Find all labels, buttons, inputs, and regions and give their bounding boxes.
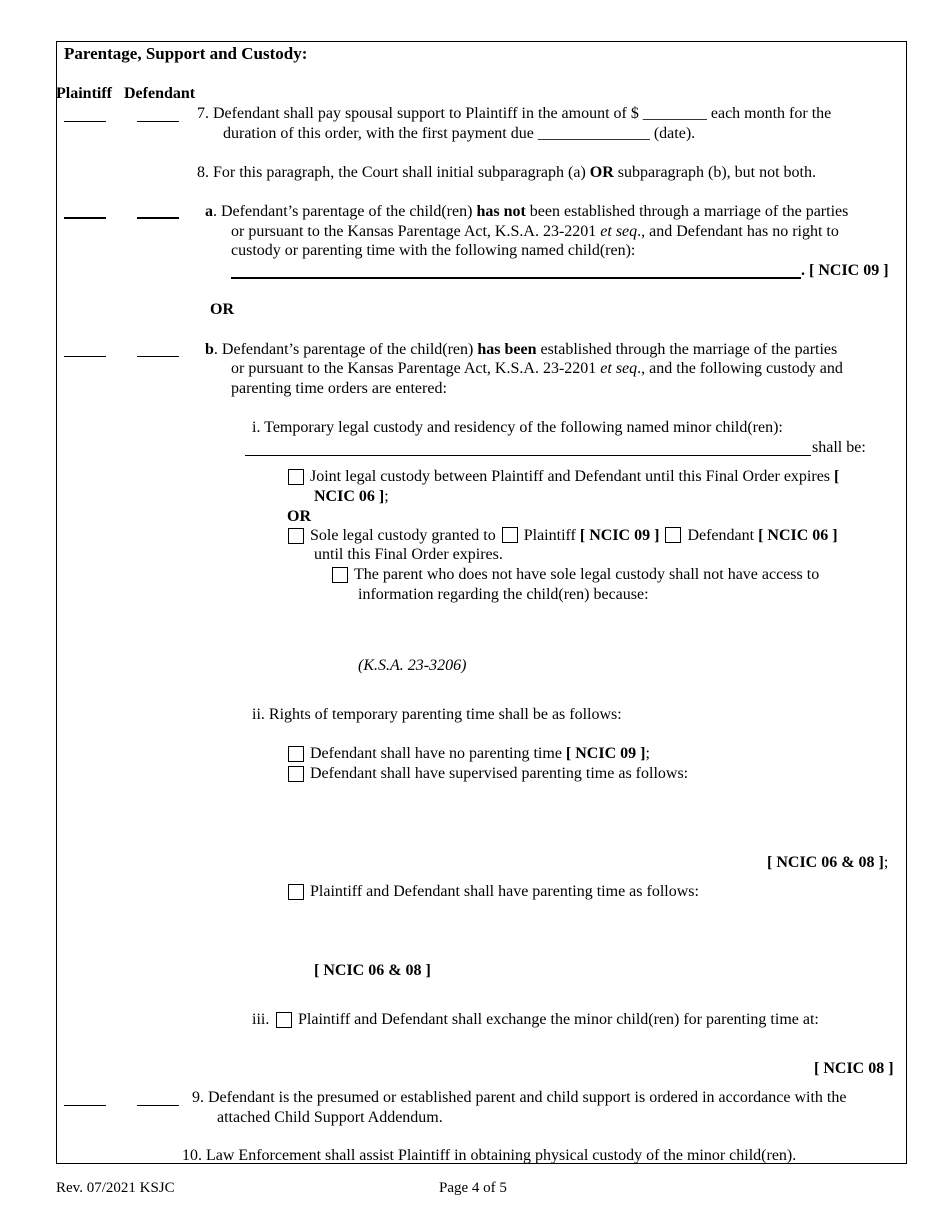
sub-i-label: i. Temporary legal custody and residency of the following named minor child(ren): [252,419,783,436]
pa-line1: a. Defendant’s parentage of the child(ren) has not been established through a marriage of the parties [205,203,849,220]
sole-custody-line1: Sole legal custody granted to Plaintiff [ NCIC 09 ] Defendant [ NCIC 06 ] [310,527,838,544]
p7-line2: duration of this order, with the first payment due ______________ (date). [223,125,696,142]
sub-i-children-line[interactable] [245,455,811,456]
footer-page-number: Page 4 of 5 [439,1180,507,1196]
exchange-checkbox[interactable] [276,1012,292,1028]
pb-line1: b. Defendant’s parentage of the child(ren) has been established through the marriage of the parties [205,341,838,358]
or-label-custody: OR [287,508,311,525]
sub-ii-label: ii. Rights of temporary parenting time shall be as follows: [252,706,622,723]
plaintiff-initial-line-p9[interactable] [64,1105,106,1106]
no-parenting-time-checkbox[interactable] [288,746,304,762]
or-label: OR [210,301,234,318]
plaintiff-initial-line-b[interactable] [64,356,106,357]
pa-line2: or pursuant to the Kansas Parentage Act, K.S.A. 23-2201 et seq., and Defendant has no right to [231,223,839,240]
shared-time-text: Plaintiff and Defendant shall have parenting time as follows: [310,883,699,900]
exchange-ncic: [ NCIC 08 ] [814,1060,894,1077]
section-title: Parentage, Support and Custody: [64,44,308,63]
no-access-line2: information regarding the child(ren) because: [358,586,649,603]
pa-line3: custody or parenting time with the following named child(ren): [231,242,636,259]
supervised-ncic: [ NCIC 06 & 08 ]; [767,854,889,871]
joint-custody-line2: NCIC 06 ]; [314,488,389,505]
no-parenting-time-text: Defendant shall have no parenting time [ NCIC 09 ]; [310,745,650,762]
defendant-initial-line-p7[interactable] [137,121,179,122]
sub-iii-label: iii. [252,1011,270,1028]
defendant-column-header: Defendant [124,85,196,102]
sole-plaintiff-checkbox[interactable] [502,527,518,543]
pa-children-names-line[interactable] [231,277,801,279]
defendant-initial-line-a[interactable] [137,217,179,219]
supervised-time-checkbox[interactable] [288,766,304,782]
footer-revision: Rev. 07/2021 KSJC [56,1180,175,1196]
p9-line2: attached Child Support Addendum. [217,1109,443,1126]
joint-custody-checkbox[interactable] [288,469,304,485]
shared-time-ncic: [ NCIC 06 & 08 ] [314,962,431,979]
sole-defendant-checkbox[interactable] [665,527,681,543]
plaintiff-initial-line-p10[interactable] [62,1163,106,1164]
sole-custody-line2: until this Final Order expires. [314,546,503,563]
shared-time-checkbox[interactable] [288,884,304,900]
p8-text: 8. For this paragraph, the Court shall initial subparagraph (a) OR subparagraph (b), but not both. [197,164,816,181]
sole-custody-checkbox[interactable] [288,528,304,544]
plaintiff-initial-line-a[interactable] [64,217,106,219]
plaintiff-initial-line-p7[interactable] [64,121,106,122]
no-access-checkbox[interactable] [332,567,348,583]
joint-custody-line1: Joint legal custody between Plaintiff and Defendant until this Final Order expires [ [310,468,840,485]
p9-line1: 9. Defendant is the presumed or established parent and child support is ordered in accordance with the [192,1089,847,1106]
supervised-time-text: Defendant shall have supervised parenting time as follows: [310,765,689,782]
defendant-initial-line-p9[interactable] [137,1105,179,1106]
no-access-line1: The parent who does not have sole legal custody shall not have access to [354,566,820,583]
statute-reference: (K.S.A. 23-3206) [358,657,467,674]
defendant-initial-line-b[interactable] [137,356,179,357]
pb-line2: or pursuant to the Kansas Parentage Act, K.S.A. 23-2201 et seq., and the following custody and [231,360,843,377]
pb-line3: parenting time orders are entered: [231,380,447,397]
exchange-text: Plaintiff and Defendant shall exchange the minor child(ren) for parenting time at: [298,1011,819,1028]
pa-ncic: . [ NCIC 09 ] [801,262,889,279]
shall-be-label: shall be: [812,439,866,456]
plaintiff-column-header: Plaintiff [56,85,112,102]
defendant-initial-line-p10[interactable] [135,1163,179,1164]
p7-line1: 7. Defendant shall pay spousal support to Plaintiff in the amount of $ ________ each month for the [197,105,832,122]
p10-line1: 10. Law Enforcement shall assist Plaintiff in obtaining physical custody of the minor child(ren). [182,1147,797,1164]
